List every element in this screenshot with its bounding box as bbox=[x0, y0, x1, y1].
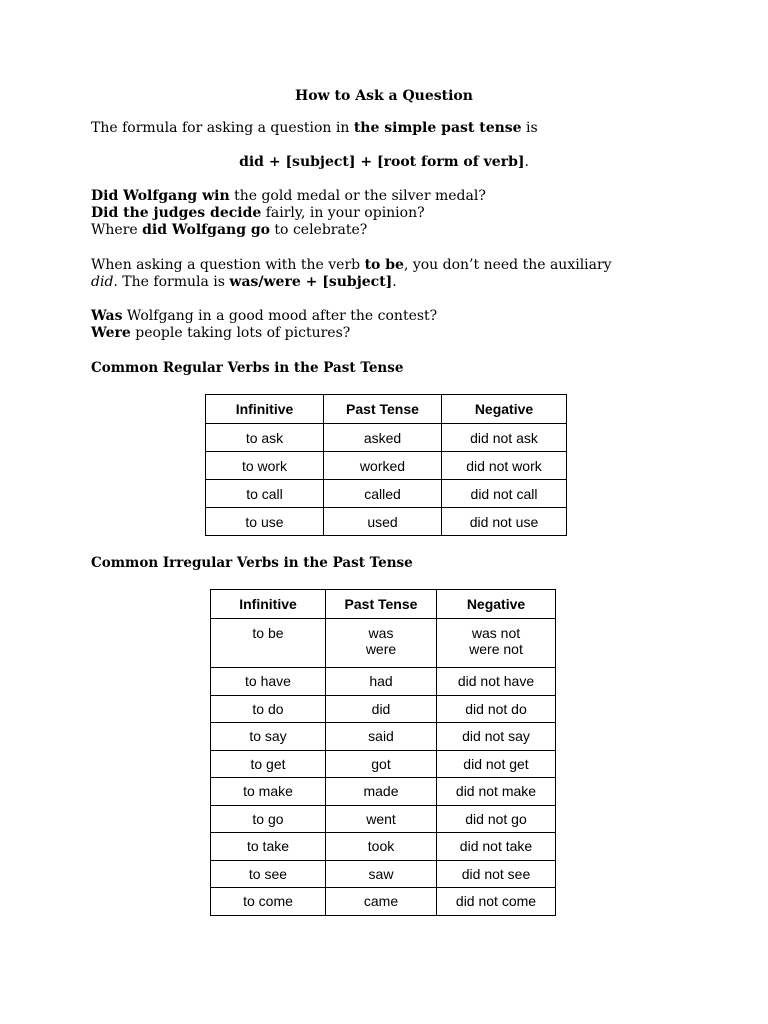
table-row bbox=[211, 695, 556, 723]
example-bold: Did Wolfgang win bbox=[91, 188, 230, 204]
table-row bbox=[211, 860, 556, 888]
cell-infinitive: to see bbox=[211, 860, 326, 888]
intro-text: The formula for asking a question in bbox=[91, 120, 354, 136]
table-row bbox=[211, 778, 556, 806]
cell-negative: did not work bbox=[442, 452, 567, 480]
cell-past-tense: worked bbox=[324, 452, 442, 480]
tobe-formula: was/were + [subject] bbox=[229, 274, 393, 290]
table-row bbox=[211, 888, 556, 916]
cell-negative: did not say bbox=[437, 723, 556, 751]
header-past-tense: Past Tense bbox=[324, 395, 442, 424]
cell-infinitive: to make bbox=[211, 778, 326, 806]
intro-paragraph bbox=[91, 120, 538, 137]
example-rest: fairly, in your opinion? bbox=[261, 205, 425, 221]
cell-past-tense: saw bbox=[326, 860, 437, 888]
regular-verbs-table bbox=[205, 394, 567, 536]
cell-negative: did not ask bbox=[442, 424, 567, 452]
cell-infinitive: to do bbox=[211, 695, 326, 723]
example-did-1 bbox=[91, 188, 486, 205]
example-did-2 bbox=[91, 205, 425, 222]
table-row bbox=[206, 508, 567, 536]
example-bold: Were bbox=[91, 325, 131, 341]
example-rest: Wolfgang in a good mood after the contest? bbox=[122, 308, 438, 324]
cell-infinitive: to use bbox=[206, 508, 324, 536]
table-row bbox=[211, 805, 556, 833]
example-rest: people taking lots of pictures? bbox=[130, 325, 351, 341]
cell-negative: did not take bbox=[437, 833, 556, 861]
cell-past-tense: asked bbox=[324, 424, 442, 452]
cell-infinitive: to go bbox=[211, 805, 326, 833]
cell-past-tense: used bbox=[324, 508, 442, 536]
cell-infinitive: to come bbox=[211, 888, 326, 916]
cell-infinitive: to say bbox=[211, 723, 326, 751]
cell-past-tense bbox=[326, 619, 437, 668]
cell-negative: did not call bbox=[442, 480, 567, 508]
header-negative: Negative bbox=[442, 395, 567, 424]
table-row bbox=[206, 452, 567, 480]
header-past-tense: Past Tense bbox=[326, 590, 437, 619]
page-title: How to Ask a Question bbox=[295, 88, 473, 104]
cell-past-tense: went bbox=[326, 805, 437, 833]
tobe-note-line-1 bbox=[91, 257, 612, 274]
example-be-1 bbox=[91, 308, 437, 325]
table-header-row bbox=[211, 590, 556, 619]
tobe-note-line-2 bbox=[91, 274, 397, 291]
table-row bbox=[211, 668, 556, 696]
header-infinitive: Infinitive bbox=[206, 395, 324, 424]
cell-negative bbox=[437, 619, 556, 668]
intro-suffix: is bbox=[521, 120, 538, 136]
cell-past-tense: took bbox=[326, 833, 437, 861]
table-row bbox=[211, 833, 556, 861]
cell-negative: did not use bbox=[442, 508, 567, 536]
example-bold: Did the judges decide bbox=[91, 205, 262, 221]
cell-past-tense: had bbox=[326, 668, 437, 696]
example-rest: the gold medal or the silver medal? bbox=[229, 188, 486, 204]
example-be-2 bbox=[91, 325, 350, 342]
table-row bbox=[211, 750, 556, 778]
table-header-row bbox=[206, 395, 567, 424]
example-bold: did Wolfgang go bbox=[142, 222, 270, 238]
cell-infinitive: to get bbox=[211, 750, 326, 778]
irregular-verbs-table bbox=[210, 589, 556, 916]
regular-verbs-heading: Common Regular Verbs in the Past Tense bbox=[91, 360, 404, 376]
table-row bbox=[206, 480, 567, 508]
cell-text: was bbox=[368, 625, 394, 641]
header-infinitive: Infinitive bbox=[211, 590, 326, 619]
tobe-middle: The formula is bbox=[117, 274, 230, 290]
cell-past-tense: made bbox=[326, 778, 437, 806]
example-prefix: Where bbox=[91, 222, 143, 238]
cell-negative: did not go bbox=[437, 805, 556, 833]
cell-past-tense: called bbox=[324, 480, 442, 508]
cell-negative: did not come bbox=[437, 888, 556, 916]
cell-text: to be bbox=[252, 625, 284, 641]
table-row bbox=[211, 723, 556, 751]
intro-bold-term: the simple past tense bbox=[353, 120, 522, 136]
table-row bbox=[211, 619, 556, 668]
cell-negative: did not have bbox=[437, 668, 556, 696]
cell-past-tense: came bbox=[326, 888, 437, 916]
tobe-suffix: , you don’t need the auxiliary bbox=[403, 257, 612, 273]
tobe-end: . bbox=[392, 274, 397, 290]
cell-infinitive: to work bbox=[206, 452, 324, 480]
example-did-3 bbox=[91, 222, 367, 239]
cell-infinitive: to ask bbox=[206, 424, 324, 452]
example-rest: to celebrate? bbox=[269, 222, 368, 238]
cell-negative: did not get bbox=[437, 750, 556, 778]
tobe-bold: to be bbox=[364, 257, 404, 273]
cell-text: were bbox=[365, 641, 397, 657]
cell-infinitive: to call bbox=[206, 480, 324, 508]
cell-past-tense: did bbox=[326, 695, 437, 723]
example-bold: Was bbox=[91, 308, 123, 324]
cell-negative: did not see bbox=[437, 860, 556, 888]
cell-infinitive bbox=[211, 619, 326, 668]
cell-past-tense: said bbox=[326, 723, 437, 751]
cell-negative: did not do bbox=[437, 695, 556, 723]
cell-infinitive: to have bbox=[211, 668, 326, 696]
irregular-verbs-heading: Common Irregular Verbs in the Past Tense bbox=[91, 555, 413, 571]
formula-suffix: . bbox=[524, 154, 529, 170]
formula-line bbox=[0, 154, 768, 171]
cell-negative: did not make bbox=[437, 778, 556, 806]
cell-text: were not bbox=[469, 641, 523, 657]
cell-infinitive: to take bbox=[211, 833, 326, 861]
table-row bbox=[206, 424, 567, 452]
cell-past-tense: got bbox=[326, 750, 437, 778]
formula-text: did + [subject] + [root form of verb] bbox=[239, 154, 525, 170]
header-negative: Negative bbox=[437, 590, 556, 619]
tobe-italic: did. bbox=[91, 274, 118, 290]
cell-text: was not bbox=[471, 625, 521, 641]
tobe-text: When asking a question with the verb bbox=[91, 257, 365, 273]
